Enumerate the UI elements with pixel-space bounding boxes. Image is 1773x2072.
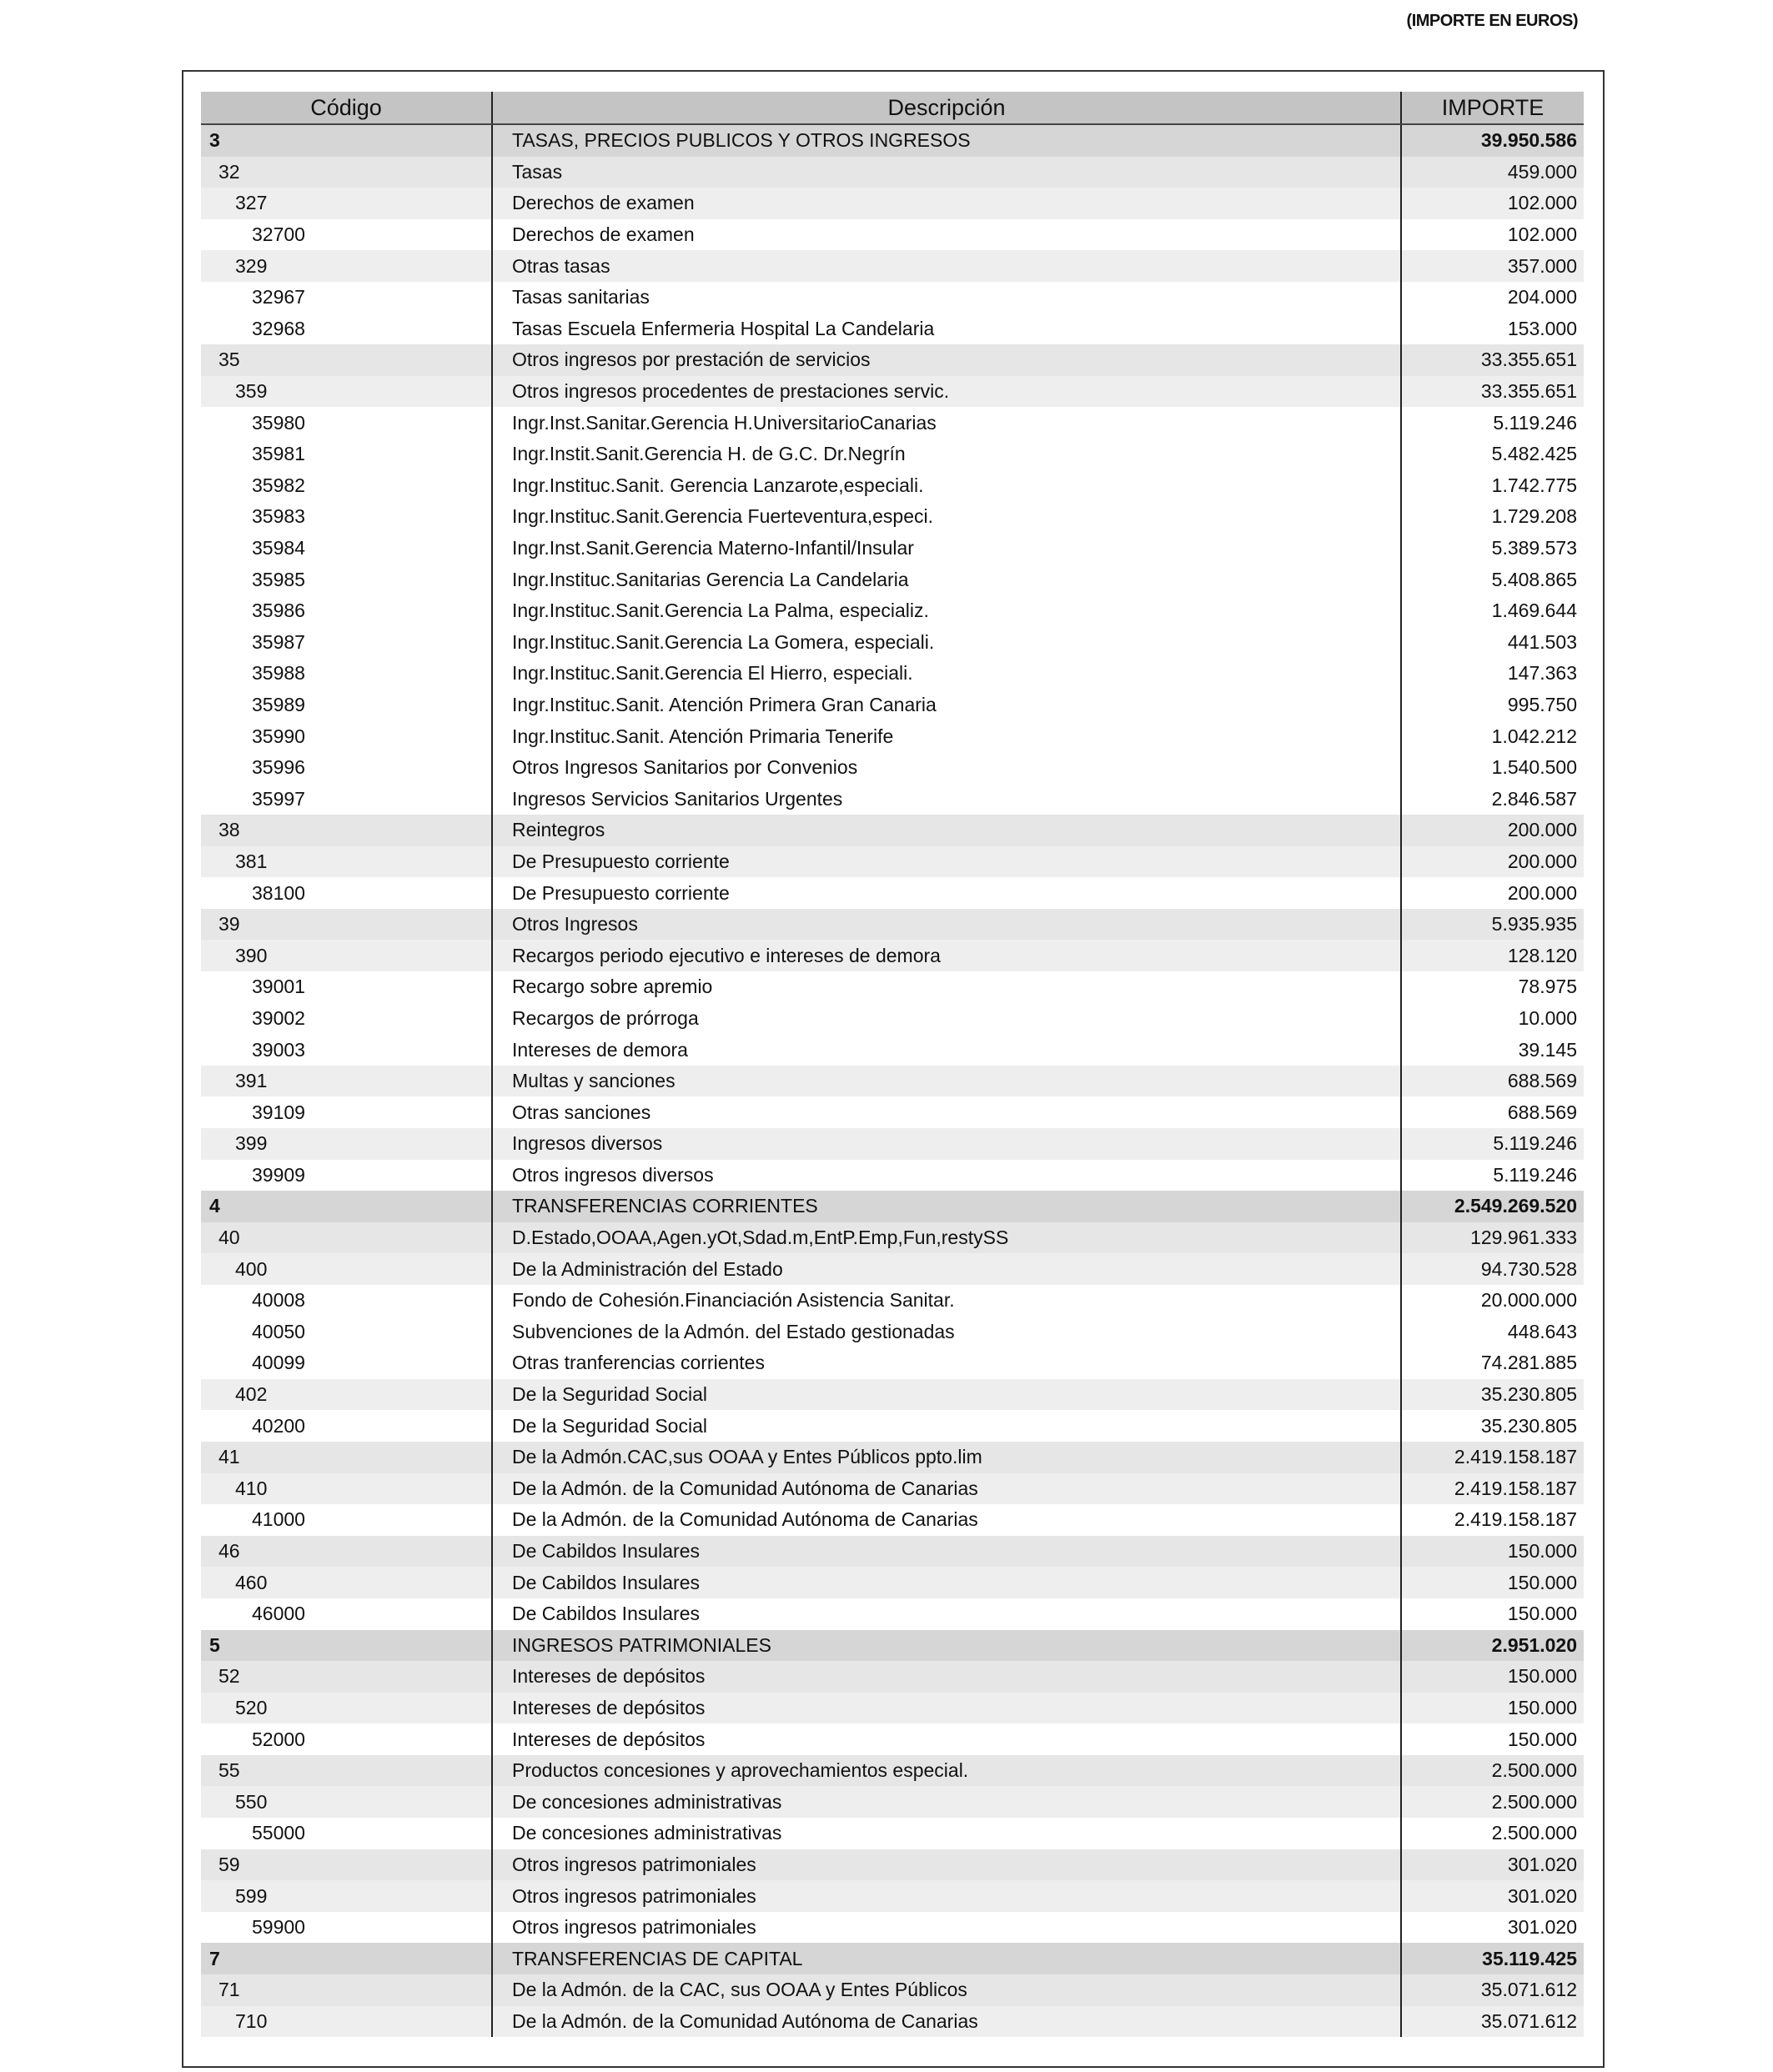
row-amount: 459.000 (1401, 157, 1584, 188)
row-code: 59 (201, 1849, 492, 1881)
row-code: 327 (201, 188, 492, 219)
table-row (201, 1128, 1584, 1160)
row-code: 329 (201, 250, 492, 282)
row-description: Ingr.Instituc.Sanitarias Gerencia La Candelaria (492, 564, 1401, 595)
row-amount: 2.419.158.187 (1401, 1504, 1584, 1536)
row-amount: 5.482.425 (1401, 439, 1584, 470)
row-code: 5 (201, 1630, 492, 1662)
row-code: 35986 (201, 595, 492, 627)
row-amount: 150.000 (1401, 1693, 1584, 1724)
row-amount: 129.961.333 (1401, 1222, 1584, 1254)
row-code: 46000 (201, 1598, 492, 1630)
income-table (201, 92, 1584, 2037)
row-description: De la Admón. de la CAC, sus OOAA y Entes Públicos (492, 1974, 1401, 2006)
row-code: 39002 (201, 1003, 492, 1035)
row-description: De la Admón. de la Comunidad Autónoma de Canarias (492, 1473, 1401, 1505)
table-row (201, 157, 1584, 188)
row-description: Otras sanciones (492, 1096, 1401, 1128)
row-amount: 5.119.246 (1401, 1128, 1584, 1160)
row-description: Ingresos Servicios Sanitarios Urgentes (492, 783, 1401, 815)
table-row (201, 1598, 1584, 1630)
table-row (201, 1473, 1584, 1505)
row-amount: 1.540.500 (1401, 752, 1584, 784)
row-amount: 150.000 (1401, 1723, 1584, 1755)
table-row (201, 501, 1584, 533)
row-description: Otras tranferencias corrientes (492, 1347, 1401, 1379)
row-description: De la Seguridad Social (492, 1379, 1401, 1411)
row-amount: 441.503 (1401, 627, 1584, 659)
row-description: Productos concesiones y aprovechamientos especial. (492, 1755, 1401, 1787)
row-description: Ingr.Instituc.Sanit. Gerencia Lanzarote,especiali. (492, 470, 1401, 502)
row-amount: 150.000 (1401, 1567, 1584, 1598)
row-code: 381 (201, 846, 492, 878)
table-row (201, 1222, 1584, 1254)
row-code: 46 (201, 1536, 492, 1568)
table-row (201, 627, 1584, 659)
row-amount: 200.000 (1401, 815, 1584, 846)
table-row (201, 1849, 1584, 1881)
row-code: 460 (201, 1567, 492, 1598)
row-description: Otros ingresos por prestación de servicios (492, 344, 1401, 376)
row-amount: 995.750 (1401, 690, 1584, 721)
table-row (201, 1096, 1584, 1128)
table-row (201, 846, 1584, 878)
row-description: De Presupuesto corriente (492, 877, 1401, 909)
row-code: 410 (201, 1473, 492, 1505)
row-amount: 35.071.612 (1401, 2006, 1584, 2038)
row-amount: 200.000 (1401, 877, 1584, 909)
row-code: 39003 (201, 1034, 492, 1066)
row-description: Ingr.Instituc.Sanit.Gerencia La Palma, especializ. (492, 595, 1401, 627)
row-amount: 78.975 (1401, 971, 1584, 1003)
table-row (201, 376, 1584, 408)
table-row (201, 1755, 1584, 1787)
row-amount: 5.389.573 (1401, 533, 1584, 564)
row-amount: 301.020 (1401, 1849, 1584, 1881)
row-amount: 39.145 (1401, 1034, 1584, 1066)
row-code: 391 (201, 1066, 492, 1097)
row-code: 40099 (201, 1347, 492, 1379)
table-row (201, 1066, 1584, 1097)
row-amount: 5.119.246 (1401, 1160, 1584, 1192)
table-row (201, 1536, 1584, 1568)
table-row (201, 1974, 1584, 2006)
row-code: 35983 (201, 501, 492, 533)
table-row (201, 1504, 1584, 1536)
row-description: Intereses de depósitos (492, 1661, 1401, 1693)
table-row (201, 564, 1584, 595)
row-amount: 94.730.528 (1401, 1253, 1584, 1285)
row-code: 35990 (201, 720, 492, 752)
row-amount: 102.000 (1401, 188, 1584, 219)
row-code: 390 (201, 940, 492, 971)
row-description: Otros Ingresos (492, 909, 1401, 941)
row-amount: 1.742.775 (1401, 470, 1584, 502)
row-description: Otros ingresos patrimoniales (492, 1880, 1401, 1912)
row-amount: 357.000 (1401, 250, 1584, 282)
row-description: TASAS, PRECIOS PUBLICOS Y OTROS INGRESOS (492, 124, 1401, 157)
row-code: 40 (201, 1222, 492, 1254)
row-description: De concesiones administrativas (492, 1786, 1401, 1818)
row-amount: 35.230.805 (1401, 1410, 1584, 1442)
table-row (201, 1880, 1584, 1912)
row-description: Ingr.Inst.Sanit.Gerencia Materno-Infantil/Insular (492, 533, 1401, 564)
table-row (201, 1567, 1584, 1598)
row-description: Recargos periodo ejecutivo e intereses de demora (492, 940, 1401, 971)
table-row (201, 783, 1584, 815)
row-code: 35987 (201, 627, 492, 659)
row-description: De Cabildos Insulares (492, 1598, 1401, 1630)
row-code: 399 (201, 1128, 492, 1160)
table-row (201, 1034, 1584, 1066)
row-amount: 128.120 (1401, 940, 1584, 971)
row-description: Reintegros (492, 815, 1401, 846)
row-code: 59900 (201, 1912, 492, 1944)
row-amount: 2.500.000 (1401, 1755, 1584, 1787)
table-row (201, 188, 1584, 219)
row-amount: 448.643 (1401, 1317, 1584, 1348)
row-description: TRANSFERENCIAS DE CAPITAL (492, 1943, 1401, 1974)
row-amount: 2.500.000 (1401, 1786, 1584, 1818)
table-row (201, 1379, 1584, 1411)
row-amount: 200.000 (1401, 846, 1584, 878)
row-code: 32967 (201, 282, 492, 314)
table-row (201, 1191, 1584, 1222)
table-row (201, 2006, 1584, 2038)
row-description: TRANSFERENCIAS CORRIENTES (492, 1191, 1401, 1222)
table-row (201, 1317, 1584, 1348)
row-description: Ingr.Inst.Sanitar.Gerencia H.UniversitarioCanarias (492, 407, 1401, 439)
row-description: Ingr.Instituc.Sanit. Atención Primera Gran Canaria (492, 690, 1401, 721)
table-row (201, 1253, 1584, 1285)
row-code: 55 (201, 1755, 492, 1787)
row-amount: 150.000 (1401, 1536, 1584, 1568)
table-body (201, 124, 1584, 2037)
row-description: Tasas (492, 157, 1401, 188)
row-code: 599 (201, 1880, 492, 1912)
table-header-row (201, 92, 1584, 124)
row-amount: 301.020 (1401, 1880, 1584, 1912)
table-row (201, 1160, 1584, 1192)
row-description: Fondo de Cohesión.Financiación Asistencia Sanitar. (492, 1285, 1401, 1317)
row-description: De la Admón. de la Comunidad Autónoma de Canarias (492, 1504, 1401, 1536)
table-row (201, 971, 1584, 1003)
row-amount: 39.950.586 (1401, 124, 1584, 157)
row-amount: 1.469.644 (1401, 595, 1584, 627)
row-amount: 150.000 (1401, 1598, 1584, 1630)
table-row (201, 1693, 1584, 1724)
row-code: 40200 (201, 1410, 492, 1442)
table-row (201, 752, 1584, 784)
table-row (201, 282, 1584, 314)
row-description: Intereses de demora (492, 1034, 1401, 1066)
table-row (201, 314, 1584, 345)
row-amount: 2.419.158.187 (1401, 1473, 1584, 1505)
row-description: De Presupuesto corriente (492, 846, 1401, 878)
row-amount: 150.000 (1401, 1661, 1584, 1693)
row-code: 52000 (201, 1723, 492, 1755)
row-amount: 33.355.651 (1401, 376, 1584, 408)
unit-note: (IMPORTE EN EUROS) (1406, 12, 1578, 30)
table-row (201, 1347, 1584, 1379)
table-row (201, 1285, 1584, 1317)
row-description: Subvenciones de la Admón. del Estado gestionadas (492, 1317, 1401, 1348)
row-description: Derechos de examen (492, 188, 1401, 219)
row-amount: 20.000.000 (1401, 1285, 1584, 1317)
row-description: Ingr.Instituc.Sanit.Gerencia La Gomera, especiali. (492, 627, 1401, 659)
table-row (201, 1943, 1584, 1974)
row-code: 35984 (201, 533, 492, 564)
row-amount: 74.281.885 (1401, 1347, 1584, 1379)
row-code: 35985 (201, 564, 492, 595)
row-description: De Cabildos Insulares (492, 1567, 1401, 1598)
row-code: 4 (201, 1191, 492, 1222)
column-header-descripcion: Descripción (492, 92, 1401, 124)
row-code: 35996 (201, 752, 492, 784)
row-description: Intereses de depósitos (492, 1693, 1401, 1724)
row-description: Ingresos diversos (492, 1128, 1401, 1160)
row-code: 35997 (201, 783, 492, 815)
table-row (201, 1912, 1584, 1944)
row-code: 55000 (201, 1818, 492, 1849)
row-description: Recargo sobre apremio (492, 971, 1401, 1003)
row-description: Ingr.Instituc.Sanit.Gerencia Fuerteventura,especi. (492, 501, 1401, 533)
row-code: 52 (201, 1661, 492, 1693)
table-row (201, 1723, 1584, 1755)
row-code: 35980 (201, 407, 492, 439)
row-description: Intereses de depósitos (492, 1723, 1401, 1755)
table-row (201, 720, 1584, 752)
row-description: Recargos de prórroga (492, 1003, 1401, 1035)
row-description: De Cabildos Insulares (492, 1536, 1401, 1568)
table-row (201, 815, 1584, 846)
row-code: 71 (201, 1974, 492, 2006)
document-page (158, 0, 1635, 2072)
row-description: INGRESOS PATRIMONIALES (492, 1630, 1401, 1662)
row-description: D.Estado,OOAA,Agen.yOt,Sdad.m,EntP.Emp,Fun,restySS (492, 1222, 1401, 1254)
table-row (201, 658, 1584, 690)
row-description: Tasas sanitarias (492, 282, 1401, 314)
row-code: 40050 (201, 1317, 492, 1348)
table-row (201, 439, 1584, 470)
table-row (201, 909, 1584, 941)
row-code: 39001 (201, 971, 492, 1003)
row-amount: 153.000 (1401, 314, 1584, 345)
table-row (201, 877, 1584, 909)
row-amount: 204.000 (1401, 282, 1584, 314)
row-amount: 301.020 (1401, 1912, 1584, 1944)
row-code: 41000 (201, 1504, 492, 1536)
row-description: Ingr.Instituc.Sanit.Gerencia El Hierro, especiali. (492, 658, 1401, 690)
table-row (201, 1003, 1584, 1035)
table-row (201, 407, 1584, 439)
row-code: 32700 (201, 219, 492, 251)
table-row (201, 344, 1584, 376)
table-row (201, 690, 1584, 721)
row-amount: 5.119.246 (1401, 407, 1584, 439)
table-row (201, 1442, 1584, 1473)
row-description: De la Administración del Estado (492, 1253, 1401, 1285)
table-row (201, 219, 1584, 251)
row-description: Ingr.Instit.Sanit.Gerencia H. de G.C. Dr.Negrín (492, 439, 1401, 470)
row-description: De concesiones administrativas (492, 1818, 1401, 1849)
row-code: 35982 (201, 470, 492, 502)
row-code: 400 (201, 1253, 492, 1285)
row-amount: 35.119.425 (1401, 1943, 1584, 1974)
table-row (201, 1818, 1584, 1849)
row-amount: 5.935.935 (1401, 909, 1584, 941)
row-code: 520 (201, 1693, 492, 1724)
row-description: De la Admón.CAC,sus OOAA y Entes Públicos ppto.lim (492, 1442, 1401, 1473)
row-code: 41 (201, 1442, 492, 1473)
row-code: 35989 (201, 690, 492, 721)
row-description: De la Admón. de la Comunidad Autónoma de Canarias (492, 2006, 1401, 2038)
row-amount: 2.951.020 (1401, 1630, 1584, 1662)
row-code: 32 (201, 157, 492, 188)
row-code: 39109 (201, 1096, 492, 1128)
row-amount: 147.363 (1401, 658, 1584, 690)
row-code: 710 (201, 2006, 492, 2038)
table-row (201, 1661, 1584, 1693)
table-row (201, 250, 1584, 282)
row-description: Otras tasas (492, 250, 1401, 282)
row-amount: 5.408.865 (1401, 564, 1584, 595)
table-row (201, 470, 1584, 502)
row-amount: 10.000 (1401, 1003, 1584, 1035)
row-amount: 688.569 (1401, 1066, 1584, 1097)
column-header-codigo: Código (201, 92, 492, 124)
row-code: 35981 (201, 439, 492, 470)
column-header-importe: IMPORTE (1401, 92, 1584, 124)
row-code: 402 (201, 1379, 492, 1411)
row-code: 38100 (201, 877, 492, 909)
row-description: Otros Ingresos Sanitarios por Convenios (492, 752, 1401, 784)
table-row (201, 940, 1584, 971)
table-row (201, 595, 1584, 627)
row-amount: 33.355.651 (1401, 344, 1584, 376)
row-amount: 35.230.805 (1401, 1379, 1584, 1411)
row-code: 32968 (201, 314, 492, 345)
row-amount: 1.042.212 (1401, 720, 1584, 752)
row-amount: 2.846.587 (1401, 783, 1584, 815)
row-code: 550 (201, 1786, 492, 1818)
row-code: 38 (201, 815, 492, 846)
row-description: Derechos de examen (492, 219, 1401, 251)
row-amount: 2.549.269.520 (1401, 1191, 1584, 1222)
row-code: 39 (201, 909, 492, 941)
row-code: 35 (201, 344, 492, 376)
row-code: 7 (201, 1943, 492, 1974)
row-description: Otros ingresos procedentes de prestaciones servic. (492, 376, 1401, 408)
row-code: 35988 (201, 658, 492, 690)
table-row (201, 124, 1584, 157)
row-amount: 35.071.612 (1401, 1974, 1584, 2006)
row-description: Multas y sanciones (492, 1066, 1401, 1097)
row-amount: 1.729.208 (1401, 501, 1584, 533)
row-code: 39909 (201, 1160, 492, 1192)
row-amount: 2.500.000 (1401, 1818, 1584, 1849)
table-row (201, 533, 1584, 564)
row-amount: 102.000 (1401, 219, 1584, 251)
row-description: Tasas Escuela Enfermeria Hospital La Candelaria (492, 314, 1401, 345)
row-amount: 2.419.158.187 (1401, 1442, 1584, 1473)
row-code: 40008 (201, 1285, 492, 1317)
row-code: 359 (201, 376, 492, 408)
table-row (201, 1786, 1584, 1818)
row-code: 3 (201, 124, 492, 157)
row-amount: 688.569 (1401, 1096, 1584, 1128)
row-description: Ingr.Instituc.Sanit. Atención Primaria Tenerife (492, 720, 1401, 752)
row-description: Otros ingresos diversos (492, 1160, 1401, 1192)
table-row (201, 1630, 1584, 1662)
row-description: Otros ingresos patrimoniales (492, 1912, 1401, 1944)
table-row (201, 1410, 1584, 1442)
row-description: Otros ingresos patrimoniales (492, 1849, 1401, 1881)
row-description: De la Seguridad Social (492, 1410, 1401, 1442)
